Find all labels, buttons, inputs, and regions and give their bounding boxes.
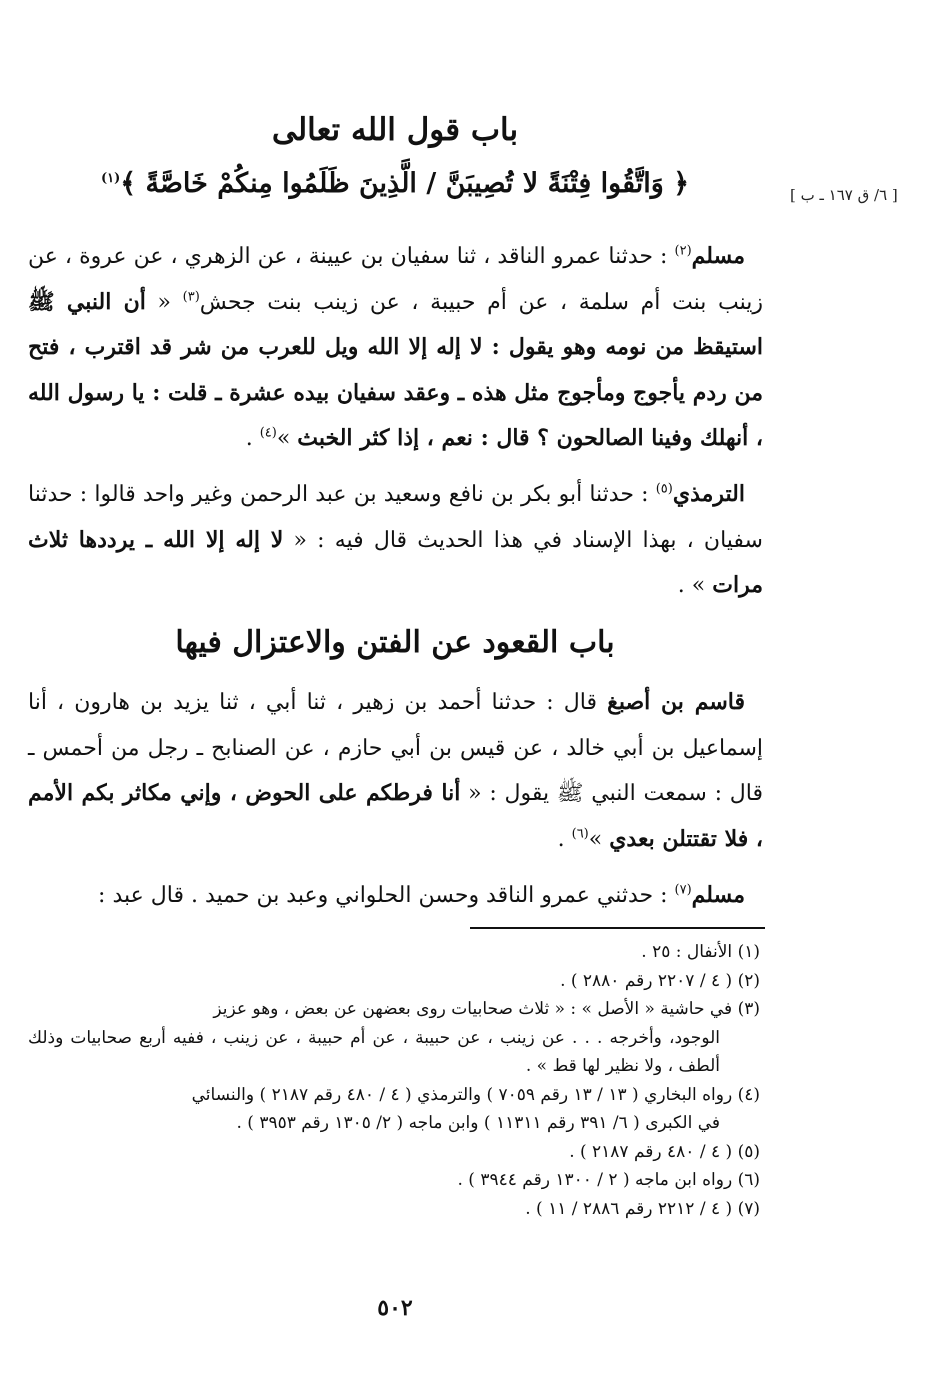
source-name: مسلم (691, 882, 745, 908)
footnote-marker: (٣) (182, 289, 200, 305)
isnad-text: : حدثنا أبو بكر بن نافع وسعيد بن عبد الرحمن وغير واحد قالوا : حدثنا سفيان ، بهذا الإسناد في هذا الحديث قال فيه : « (28, 482, 763, 553)
footnote-text: ( ٤ / ٢٢٠٧ رقم ٢٨٨٠ ) . (560, 970, 738, 991)
quran-verse-heading (30, 168, 760, 199)
hadith-paragraph-1 (28, 234, 763, 462)
footnote-number: (٥) (737, 1141, 760, 1162)
hadith-paragraph-4 (28, 873, 763, 919)
quote-close: » (276, 426, 298, 451)
verse-text: ﴿ وَاتَّقُوا فِتْنَةً لا تُصِيبَنَّ / الَّذِينَ ظَلَمُوا مِنكُمْ خَاصَّةً ﴾ (120, 168, 690, 199)
hadith-text: لا إله إلا الله ـ يرددها ثلاث مرات (28, 526, 763, 598)
footnote-marker: (٥) (655, 481, 673, 497)
hadith-text: أنا فرطكم على الحوض ، وإني مكاثر بكم الأمم ، فلا تقتتلن بعدي (28, 780, 763, 852)
chapter-heading-1: باب قول الله تعالى (271, 112, 519, 148)
hadith-paragraph-2 (28, 472, 763, 609)
page-number: ٥٠٢ (377, 1295, 413, 1321)
source-name: قاسم بن أصبغ (607, 689, 746, 715)
footnote (28, 1166, 768, 1195)
isnad-text: : حدثني عمرو الناقد وحسن الحلواني وعبد بن حميد . قال عبد : (98, 883, 675, 908)
footnotes (28, 938, 768, 1223)
footnote-marker: (٤) (259, 425, 277, 441)
footnote-number: (٤) (737, 1084, 760, 1105)
chapter-heading-2: باب القعود عن الفتن والاعتزال فيها (175, 625, 615, 660)
footnote-number: (٧) (737, 1198, 760, 1219)
verse-footnote-marker: (١) (100, 171, 121, 186)
footnote-text: الأنفال : ٢٥ . (641, 942, 738, 962)
footnote (28, 1138, 768, 1167)
footnote-continuation: في الكبرى ( ٦/ ٣٩١ رقم ١١٣١١ ) وابن ماجه ( ٢/ ١٣٠٥ رقم ٣٩٥٣ ) . (236, 1113, 720, 1133)
footnote-continuation: الوجود، وأخرجه . . . عن زينب ، عن حبيبة ، عن أم حبيبة ، عن زينب ، ففيه أربع صحابيات وذلك ألطف ، ولا نظير لها قط » . (28, 1027, 720, 1076)
footnote-divider (470, 927, 765, 929)
footnote (28, 938, 768, 967)
footnote-text: رواه ابن ماجه ( ٢ / ١٣٠٠ رقم ٣٩٤٤ ) . (457, 1170, 738, 1190)
source-name: الترمذي (672, 481, 745, 507)
footnote (28, 1195, 768, 1224)
footnote-marker: (٧) (674, 882, 692, 898)
footnote-text: ( ٤ / ٢٢١٢ رقم ٢٨٨٦ / ١١ ) . (525, 1198, 738, 1219)
period: . (245, 426, 260, 451)
footnote-text: في حاشية « الأصل » : « ثلاث صحابيات روى بعضهن عن بعض ، وهو عزيز (213, 999, 738, 1019)
footnote-number: (٢) (737, 970, 760, 991)
period: . (557, 826, 572, 852)
quote-open: « (145, 289, 183, 315)
footnote-number: (٦) (737, 1170, 760, 1190)
footnote (28, 1081, 768, 1138)
manuscript-margin-reference: [ ٦/ ق ١٦٧ ـ ب ] (790, 186, 898, 204)
hadith-text: أن النبي ﷺ استيقظ من نومه وهو يقول : لا إله إلا الله ويل للعرب من شر قد اقترب ، فتح من ردم يأجوج ومأجوج مثل هذه ـ وعقد سفيان بيده عشرة ـ قلت : يا رسول الله ، أنهلك وفينا الصالحون ؟ قال : نعم ، إذا كثر الخبث (28, 288, 763, 451)
quote-close: » . (677, 573, 713, 598)
footnote-number: (٣) (737, 999, 760, 1019)
footnote-text: ( ٤ / ٤٨٠ رقم ٢١٨٧ ) . (569, 1141, 738, 1162)
isnad-text: : حدثنا عمرو الناقد ، ثنا سفيان بن عيينة ، عن الزهري ، عن عروة ، عن زينب بنت أم سلمة ، عن أم حبيبة ، عن زينب بنت جحش (28, 244, 763, 315)
footnote-marker: (٦) (571, 826, 589, 842)
footnote-text: رواه البخاري ( ١٣ / ١٣ رقم ٧٠٥٩ ) والترمذي ( ٤ / ٤٨٠ رقم ٢١٨٧ ) والنسائي (191, 1084, 738, 1105)
hadith-paragraph-3 (28, 680, 763, 862)
footnote (28, 995, 768, 1081)
quote-close: » (588, 826, 610, 852)
footnote-number: (١) (737, 942, 760, 962)
footnote-marker: (٢) (674, 243, 692, 259)
source-name: مسلم (691, 243, 745, 269)
isnad-text: قال : حدثنا أحمد بن زهير ، ثنا أبي ، ثنا يزيد بن هارون ، أنا إسماعيل بن أبي خالد ، عن قيس بن أبي حازم ، عن الصنابح ـ رجل من أحمس ـ قال : سمعت النبي ﷺ يقول : « (28, 690, 763, 806)
footnote (28, 967, 768, 996)
